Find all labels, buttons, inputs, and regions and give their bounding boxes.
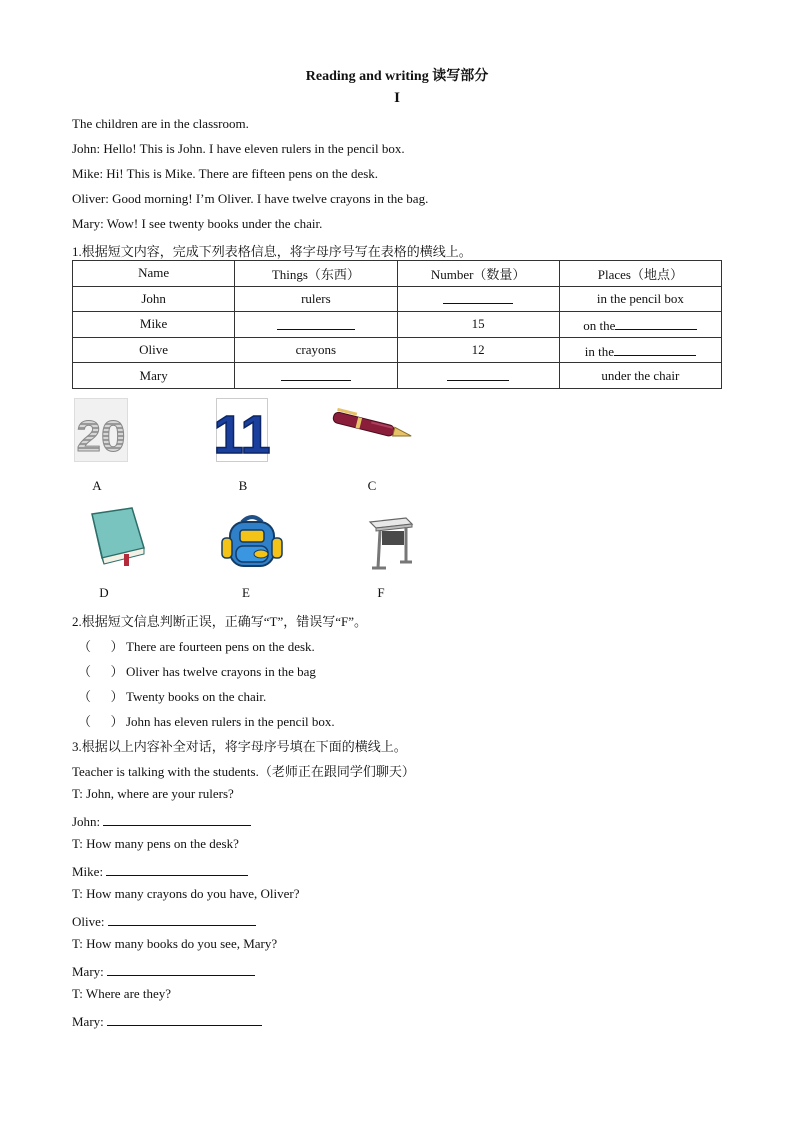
answer-blank[interactable]: （ ）	[78, 714, 124, 729]
section-number: I	[394, 90, 400, 106]
passage-line: The children are in the classroom.	[72, 116, 249, 131]
table-row	[73, 312, 722, 338]
pen-icon	[326, 408, 420, 452]
answer-blank[interactable]: （ ）	[78, 689, 124, 704]
passage-line: Mike: Hi! This is Mike. There are fifteen pens on the desk.	[72, 166, 379, 181]
answer-blank[interactable]	[281, 366, 351, 381]
true-false-item: （ ） John has eleven rulers in the pencil box.	[78, 711, 335, 730]
dialogue-line: T: How many pens on the desk?	[72, 836, 239, 851]
table-header: Places（地点）	[559, 261, 721, 287]
table-cell: Mary	[73, 363, 235, 389]
table-cell[interactable]	[559, 312, 721, 338]
table-header: Name	[73, 261, 235, 287]
q2-instruction: 2.根据短文信息判断正误，正确写“T”，错误写“F”。	[72, 614, 368, 629]
schoolbag-icon	[218, 512, 286, 574]
table-cell[interactable]	[397, 286, 559, 312]
true-false-item: （ ） There are fourteen pens on the desk.	[78, 636, 315, 655]
answer-blank[interactable]	[277, 315, 355, 330]
place-prefix: in the	[584, 343, 614, 359]
book-icon	[80, 504, 150, 574]
number-20-text: 20	[76, 412, 126, 461]
option-label: A	[92, 478, 102, 493]
answer-blank[interactable]	[107, 961, 255, 976]
table-cell: in the pencil box	[559, 286, 721, 312]
dialogue-line: T: John, where are your rulers?	[72, 786, 234, 801]
table-cell[interactable]	[397, 363, 559, 389]
dialogue-line: John:	[72, 811, 251, 830]
true-false-item: （ ） Twenty books on the chair.	[78, 686, 266, 705]
option-label: F	[377, 585, 385, 600]
answer-blank[interactable]	[103, 811, 251, 826]
dialogue-line: Mary:	[72, 1011, 262, 1030]
table-row	[73, 286, 722, 312]
answer-blank[interactable]	[108, 911, 256, 926]
answer-blank[interactable]: （ ）	[78, 639, 124, 654]
number-11-text: 11	[213, 405, 271, 465]
passage-line: Mary: Wow! I see twenty books under the chair.	[72, 216, 323, 231]
table-row	[73, 337, 722, 363]
answer-blank[interactable]	[615, 315, 697, 330]
table-cell: Olive	[73, 337, 235, 363]
table-cell: 12	[397, 337, 559, 363]
place-prefix: on the	[583, 317, 616, 333]
option-label: E	[242, 585, 250, 600]
q1-instruction: 1.根据短文内容，完成下列表格信息，将字母序号写在表格的横线上。	[72, 244, 472, 259]
table-cell[interactable]	[235, 312, 397, 338]
info-table	[72, 260, 722, 389]
table-header: Things（东西）	[235, 261, 397, 287]
page-title: Reading and writing 读写部分	[305, 69, 489, 84]
option-label: D	[99, 585, 109, 600]
dialogue-line: T: Where are they?	[72, 986, 172, 1001]
answer-blank[interactable]	[107, 1011, 262, 1026]
option-label: B	[238, 478, 248, 493]
dialogue-line: Mary:	[72, 961, 255, 980]
answer-blank[interactable]	[443, 289, 513, 304]
table-cell: 15	[397, 312, 559, 338]
table-cell: under the chair	[559, 363, 721, 389]
option-label: C	[367, 478, 377, 493]
table-header-row	[73, 261, 722, 287]
answer-blank[interactable]	[447, 366, 509, 381]
q3-instruction: 3.根据以上内容补全对话，将字母序号填在下面的横线上。	[72, 739, 407, 754]
dialogue-line: T: How many crayons do you have, Oliver?	[72, 886, 300, 901]
table-cell: Mike	[73, 312, 235, 338]
answer-blank[interactable]: （ ）	[78, 664, 124, 679]
table-header: Number（数量）	[397, 261, 559, 287]
dialogue-line: T: How many books do you see, Mary?	[72, 936, 278, 951]
table-cell[interactable]	[559, 337, 721, 363]
q3-intro: Teacher is talking with the students.（老师正在跟同学们聊天）	[72, 764, 415, 779]
table-cell: John	[73, 286, 235, 312]
desk-icon	[364, 512, 416, 578]
dialogue-line: Olive:	[72, 911, 256, 930]
dialogue-line: Mike:	[72, 861, 248, 880]
passage-line: John: Hello! This is John. I have eleven rulers in the pencil box.	[72, 141, 405, 156]
table-row	[73, 363, 722, 389]
table-cell[interactable]	[235, 363, 397, 389]
number-11-icon	[213, 398, 271, 465]
number-20-icon	[74, 398, 128, 462]
true-false-item: （ ） Oliver has twelve crayons in the bag	[78, 661, 316, 680]
table-cell: rulers	[235, 286, 397, 312]
table-cell: crayons	[235, 337, 397, 363]
passage-line: Oliver: Good morning! I’m Oliver. I have twelve crayons in the bag.	[72, 191, 429, 206]
answer-blank[interactable]	[106, 861, 248, 876]
answer-blank[interactable]	[614, 341, 696, 356]
